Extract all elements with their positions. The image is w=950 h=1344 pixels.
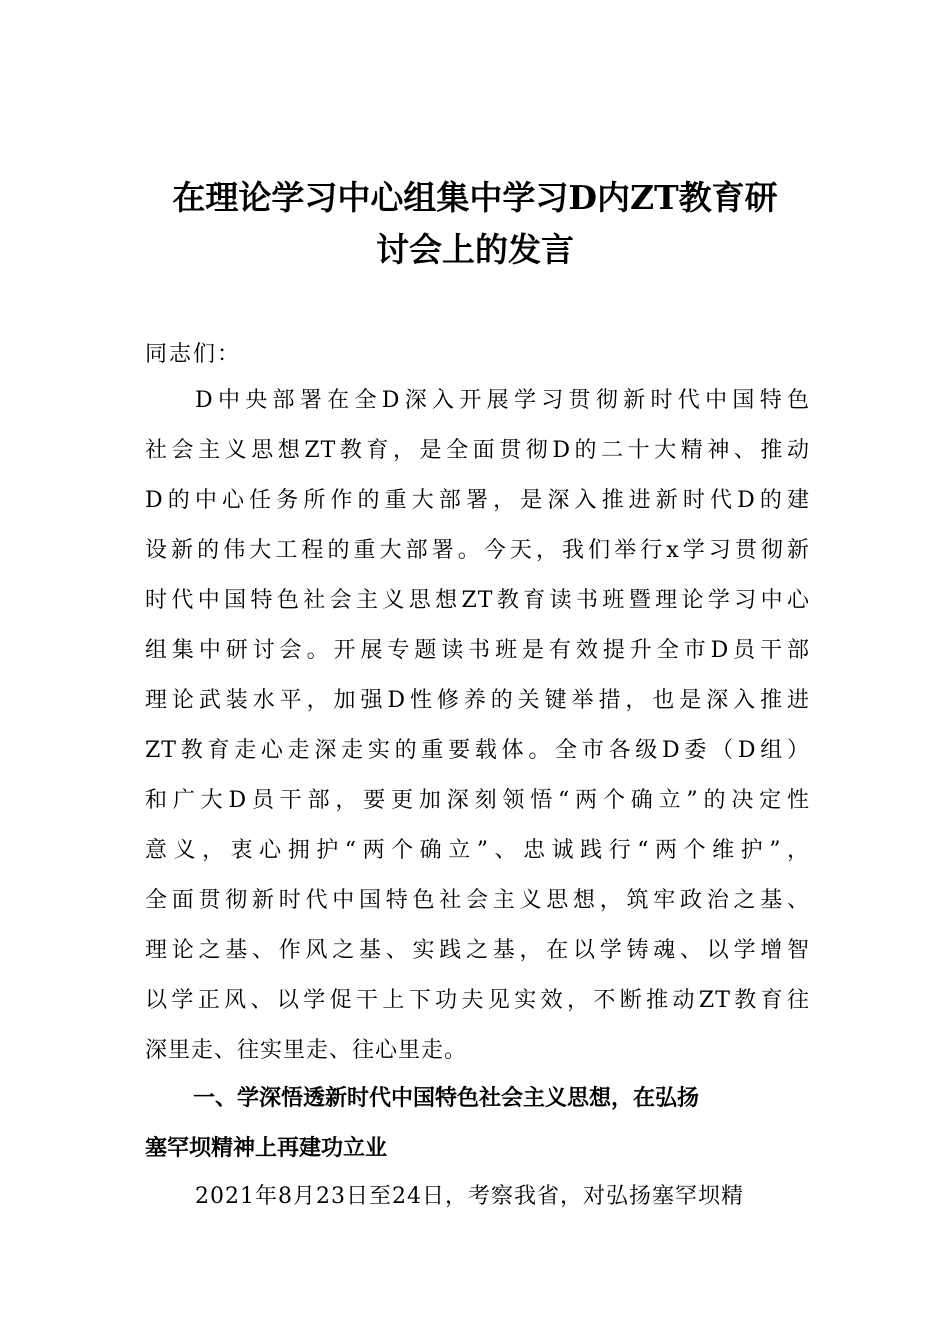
paragraph-line: 理论武装水平，加强D性修养的关键举措，也是深入推进: [145, 688, 810, 713]
paragraph-line: 意义，衷心拥护“两个确立”、忠诚践行“两个维护”，: [145, 838, 810, 863]
heading-line: 塞罕坝精神上再建功立业: [145, 1136, 388, 1161]
paragraph-line: 组集中研讨会。开展专题读书班是有效提升全市D员干部: [145, 638, 810, 663]
paragraph-line: 全面贯彻新时代中国特色社会主义思想，筑牢政治之基、: [145, 888, 810, 913]
paragraph-line: D中央部署在全D深入开展学习贯彻新时代中国特色: [195, 388, 810, 413]
heading-line: 一、学深悟透新时代中国特色社会主义思想，在弘扬: [193, 1086, 700, 1111]
title-line-2: 讨会上的发言: [376, 230, 574, 269]
paragraph-line: 深里走、往实里走、往心里走。: [145, 1038, 468, 1063]
paragraph-line: 2021年8月23日至24日，考察我省，对弘扬塞罕坝精: [195, 1184, 744, 1209]
paragraph-line: 和广大D员干部，要更加深刻领悟“两个确立”的决定性: [145, 788, 810, 813]
paragraph-line: 理论之基、作风之基、实践之基，在以学铸魂、以学增智: [145, 938, 810, 963]
greeting: 同志们：: [145, 342, 242, 367]
paragraph-2: [145, 1177, 810, 1217]
paragraph-line: 以学正风、以学促干上下功夫见实效，不断推动ZT教育往: [145, 988, 810, 1013]
paragraph-line: 设新的伟大工程的重大部署。今天，我们举行x学习贯彻新: [145, 538, 810, 563]
paragraph-line: ZT教育走心走深走实的重要载体。全市各级D委（D组）: [145, 738, 810, 763]
paragraph-line: D的中心任务所作的重大部署，是深入推进新时代D的建: [145, 488, 810, 513]
section-heading-1: [145, 1079, 810, 1179]
title-line-1: 在理论学习中心组集中学习D内ZT教育研: [172, 178, 778, 217]
paragraph-line: 社会主义思想ZT教育，是全面贯彻D的二十大精神、推动: [145, 438, 810, 463]
paragraph-1: [145, 381, 810, 1081]
document-title: [140, 172, 810, 276]
paragraph-line: 时代中国特色社会主义思想ZT教育读书班暨理论学习中心: [145, 588, 810, 613]
